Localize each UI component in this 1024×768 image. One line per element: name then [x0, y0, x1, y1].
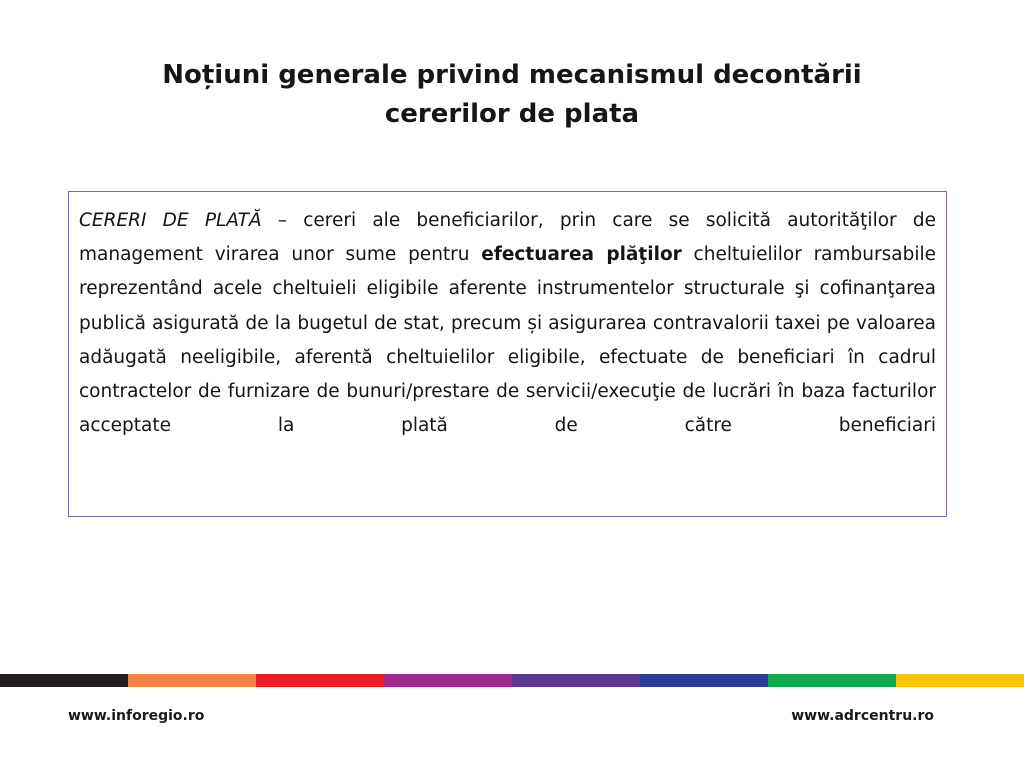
- definition-text: [79, 204, 936, 443]
- definition-text-part-1: – cereri ale beneficiarilor, prin care se solicită autorităţilor de management virarea unor sume pentru: [79, 210, 936, 266]
- stripe-segment-2: [128, 674, 256, 687]
- footer-link-inforegio[interactable]: www.inforegio.ro: [68, 708, 205, 724]
- stripe-segment-5: [512, 674, 640, 687]
- stripe-segment-7: [768, 674, 896, 687]
- stripe-segment-4: [384, 674, 512, 687]
- stripe-segment-1: [0, 674, 128, 687]
- slide-title: [62, 56, 962, 134]
- title-line-1: Noțiuni generale privind mecanismul decontării: [162, 60, 862, 90]
- definition-text-part-2: cheltuielilor rambursabile reprezentând acele cheltuieli eligibile aferente instrumentelor structurale şi cofinanţarea publică asigurată de la bugetul de stat, precum și asigurarea contravalorii taxei pe valoarea adăugată neeligibile, aferentă cheltuielilor eligibile, efectuate de beneficiari în cadrul contractelor de furnizare de bunuri/prestare de servicii/execuţie de lucrări în baza facturilor acceptate la plată de către beneficiari: [79, 244, 936, 437]
- definition-term: CERERI DE PLATĂ: [79, 210, 262, 231]
- definition-box: [68, 191, 947, 517]
- footer-link-adrcentru[interactable]: www.adrcentru.ro: [791, 708, 934, 724]
- definition-emphasis: efectuarea plăţilor: [481, 244, 682, 266]
- color-stripe-bar: [0, 674, 1024, 687]
- stripe-segment-6: [640, 674, 768, 687]
- stripe-segment-8: [896, 674, 1024, 687]
- title-line-2: cererilor de plata: [384, 99, 640, 129]
- stripe-segment-3: [256, 674, 384, 687]
